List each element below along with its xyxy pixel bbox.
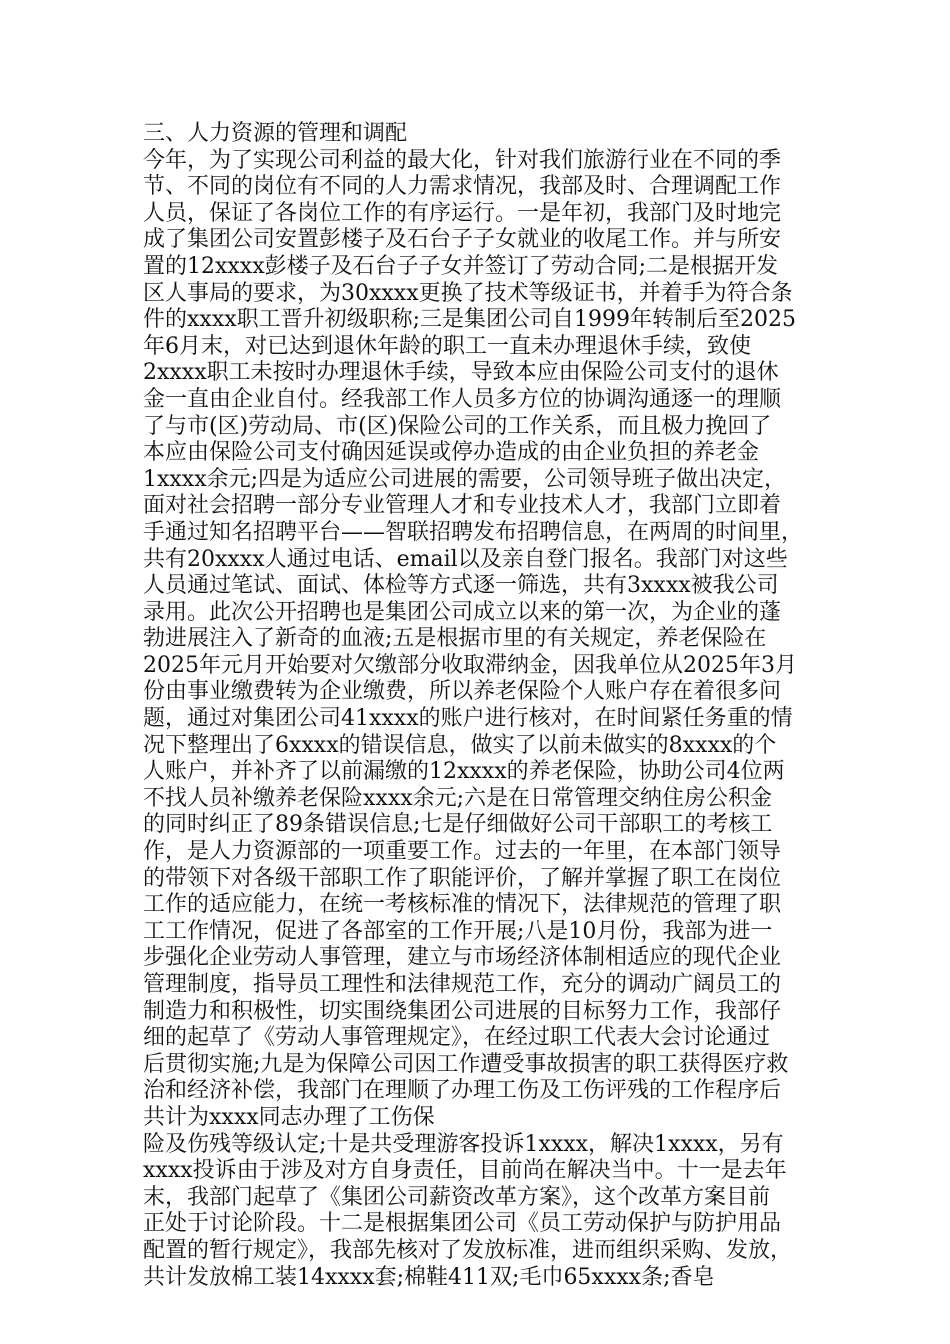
section-heading: 三、人力资源的管理和调配 (143, 121, 408, 146)
text-line: 录用。此次公开招聘也是集团公司成立以来的第一次，为企业的蓬 (143, 599, 782, 625)
text-line: 工作的适应能力，在统一考核标准的情况下，法律规范的管理了职 (143, 892, 782, 918)
text-line: 共有20xxxx人通过电话、email以及亲自登门报名。我部门对这些 (143, 546, 788, 572)
text-line: 共计发放棉工装14xxxx套;棉鞋411双;毛巾65xxxx条;香皂 (143, 1264, 715, 1290)
text-line: 本应由保险公司支付确因延误或停办造成的由企业负担的养老金 (143, 440, 760, 466)
text-line: 工工作情况，促进了各部室的工作开展;八是10月份，我部为进一 (143, 918, 773, 944)
text-line: 后贯彻实施;九是为保障公司因工作遭受事故损害的职工获得医疗救 (143, 1051, 789, 1077)
text-line: 管理制度，指导员工理性和法律规范工作，充分的调动广阔员工的 (143, 972, 782, 997)
text-line: 步强化企业劳动人事管理，建立与市场经济体制相适应的现代企业 (143, 945, 782, 971)
text-line: 成了集团公司安置彭楼子及石台子子女就业的收尾工作。并与所安 (143, 227, 782, 253)
text-line: 手通过知名招聘平台——智联招聘发布招聘信息，在两周的时间里， (143, 519, 804, 545)
text-line: 共计为xxxx同志办理了工伤保 (143, 1104, 435, 1130)
text-line: 置的12xxxx彭楼子及石台子子女并签订了劳动合同;二是根据开发 (143, 253, 779, 279)
text-line: 了与市(区)劳动局、市(区)保险公司的工作关系，而且极力挽回了 (143, 413, 772, 439)
text-line: 年6月末，对已达到退休年龄的职工一直未办理退休手续，致使 (143, 333, 751, 359)
text-line: 区人事局的要求，为30xxxx更换了技术等级证书，并着手为符合条 (143, 280, 793, 306)
text-line: xxxx投诉由于涉及对方自身责任，目前尚在解决当中。十一是去年 (143, 1158, 787, 1184)
text-line: 的同时纠正了89条错误信息;七是仔细做好公司干部职工的考核工 (143, 812, 773, 838)
text-line: 末，我部门起草了《集团公司薪资改革方案》，这个改革方案目前 (143, 1184, 771, 1210)
text-line: 人员，保证了各岗位工作的有序运行。一是年初，我部门及时地完 (143, 200, 782, 226)
text-line: 勃进展注入了新奇的血液;五是根据市里的有关规定，养老保险在 (143, 626, 767, 652)
text-line: 的带领下对各级干部职工作了职能评价，了解并掌握了职工在岗位 (143, 865, 782, 891)
text-line: 今年，为了实现公司利益的最大化，针对我们旅游行业在不同的季 (143, 147, 782, 173)
text-line: 作，是人力资源部的一项重要工作。过去的一年里，在本部门领导 (143, 839, 782, 865)
text-line: 险及伤残等级认定;十是共受理游客投诉1xxxx，解决1xxxx，另有 (143, 1131, 784, 1157)
text-line: 题，通过对集团公司41xxxx的账户进行核对，在时间紧任务重的情 (143, 706, 793, 732)
text-line: 治和经济补偿，我部门在理顺了办理工伤及工伤评残的工作程序后 (143, 1078, 782, 1104)
text-line: 件的xxxx职工晋升初级职称;三是集团公司自1999年转制后至2025 (143, 307, 797, 333)
text-line: 份由事业缴费转为企业缴费，所以养老保险个人账户存在着很多问 (143, 679, 782, 705)
text-line: 人员通过笔试、面试、体检等方式逐一筛选，共有3xxxx被我公司 (143, 573, 779, 599)
text-line: 细的起草了《劳动人事管理规定》，在经过职工代表大会讨论通过 (143, 1025, 771, 1051)
text-line: 面对社会招聘一部分专业管理人才和专业技术人才，我部门立即着 (143, 493, 782, 519)
text-line: 1xxxx余元;四是为适应公司进展的需要，公司领导班子做出决定， (143, 466, 787, 492)
text-line: 节、不同的岗位有不同的人力需求情况，我部及时、合理调配工作 (143, 174, 782, 200)
text-line: 人账户，并补齐了以前漏缴的12xxxx的养老保险，协助公司4位两 (143, 759, 785, 785)
text-line: 金一直由企业自付。经我部工作人员多方位的协调沟通逐一的理顺 (143, 386, 782, 412)
text-line: 正处于讨论阶段。十二是根据集团公司《员工劳动保护与防护用品 (143, 1211, 782, 1237)
text-line: 2025年元月开始要对欠缴部分收取滞纳金，因我单位从2025年3月 (143, 652, 797, 678)
text-line: 配置的暂行规定》，我部先核对了发放标准，进而组织采购、发放， (143, 1237, 793, 1263)
text-line: 不找人员补缴养老保险xxxx余元;六是在日常管理交纳住房公积金 (143, 785, 773, 811)
text-line: 2xxxx职工未按时办理退休手续，导致本应由保险公司支付的退休 (143, 360, 779, 386)
text-line: 制造力和积极性，切实围绕集团公司进展的目标努力工作，我部仔 (143, 998, 782, 1024)
document-body (143, 121, 823, 1291)
text-line: 况下整理出了6xxxx的错误信息，做实了以前未做实的8xxxx的个 (143, 732, 777, 758)
